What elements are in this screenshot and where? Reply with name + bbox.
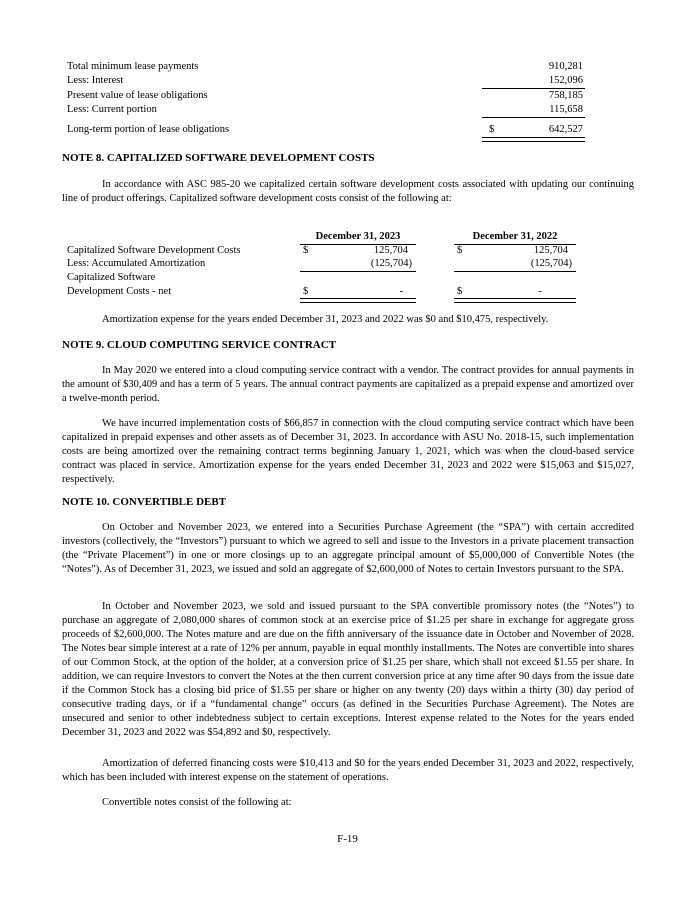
currency-symbol: $ — [457, 245, 463, 256]
lease-row-label: Less: Current portion — [67, 104, 157, 115]
table-cell: 125,704 — [533, 245, 568, 256]
column-header: December 31, 2023 — [315, 231, 401, 242]
currency-symbol: $ — [457, 286, 463, 297]
note10-paragraph-3 — [62, 757, 634, 785]
note10-paragraph-4 — [62, 796, 634, 810]
currency-symbol: $ — [303, 286, 309, 297]
paragraph-text: Amortization of deferred financing costs were $10,413 and $0 for the years ended December 31, 2023 and 2022, respectively, which has been included with interest expense on the statement of operations. — [62, 758, 634, 783]
lease-row-value: 152,096 — [548, 75, 583, 86]
note8-heading: NOTE 8. CAPITALIZED SOFTWARE DEVELOPMENT COSTS — [62, 152, 375, 164]
double-rule — [454, 298, 576, 303]
note10-heading: NOTE 10. CONVERTIBLE DEBT — [62, 496, 227, 508]
lease-total-value: 642,527 — [548, 124, 583, 135]
page-number: F-19 — [337, 833, 358, 845]
table-cell: - — [538, 286, 542, 297]
table-row-label: Development Costs - net — [67, 286, 172, 297]
lease-row-label: Present value of lease obligations — [67, 90, 208, 101]
rule — [482, 117, 585, 118]
table-cell: (125,704) — [370, 258, 412, 269]
rule — [300, 271, 416, 272]
currency-symbol: $ — [489, 124, 495, 135]
table-cell: 125,704 — [373, 245, 408, 256]
note9-paragraph-2 — [62, 417, 634, 487]
column-header: December 31, 2022 — [472, 231, 558, 242]
note9-heading: NOTE 9. CLOUD COMPUTING SERVICE CONTRACT — [62, 339, 337, 351]
paragraph-text: We have incurred implementation costs of $66,857 in connection with the cloud computing service contract which have been capitalized in prepaid expenses and other assets as of December 31, 2023. In accordance with ASU No. 2018-15, such implementation costs are being amortized over the remaining contract terms beginning January 1, 2021, which was when the cloud-based service contract was placed in service. Amortization expense for the years ended December 31, 2023 and 2022 were $15,063 and $15,027, respectively. — [62, 418, 634, 485]
paragraph-text: In May 2020 we entered into a cloud computing service contract with a vendor. The contract provides for annual payments in the amount of $30,409 and has a term of 5 years. The annual contract payments are capitalized as a prepaid expense and amortized over a twelve-month period. — [62, 365, 634, 404]
rule — [454, 271, 576, 272]
note10-paragraph-1 — [62, 521, 634, 577]
lease-row-value: 910,281 — [548, 61, 583, 72]
note9-paragraph-1 — [62, 364, 634, 406]
lease-total-label: Long-term portion of lease obligations — [67, 124, 230, 135]
table-cell: - — [399, 286, 403, 297]
lease-row-label: Total minimum lease payments — [67, 61, 199, 72]
paragraph-text: Convertible notes consist of the following at: — [102, 797, 292, 808]
table-cell: (125,704) — [530, 258, 572, 269]
table-row-label: Capitalized Software — [67, 272, 156, 283]
paragraph-text: In accordance with ASC 985-20 we capitalized certain software development costs associated with updating our continuing line of product offerings. Capitalized software development costs consist of the following at: — [62, 179, 634, 204]
double-rule — [482, 137, 585, 142]
table-row-label: Capitalized Software Development Costs — [67, 245, 241, 256]
rule — [482, 88, 585, 89]
table-row-label: Less: Accumulated Amortization — [67, 258, 206, 269]
note10-paragraph-2 — [62, 600, 634, 740]
currency-symbol: $ — [303, 245, 309, 256]
lease-row-value: 758,185 — [548, 90, 583, 101]
lease-row-label: Less: Interest — [67, 75, 124, 86]
amortization-text: Amortization expense for the years ended December 31, 2023 and 2022 was $0 and $10,475, respectively. — [102, 314, 549, 325]
note8-paragraph — [62, 178, 634, 206]
double-rule — [300, 298, 416, 303]
paragraph-text: On October and November 2023, we entered into a Securities Purchase Agreement (the “SPA”) with certain accredited investors (collectively, the “Investors”) pursuant to which we agreed to sell and issue to the Investors in a private placement transaction (the “Private Placement”) in one or more closings up to an aggregate principal amount of $5,000,000 of Convertible Notes (the “Notes”). As of December 31, 2023, we issued and sold an aggregate of $2,600,000 of Notes to certain Investors pursuant to the SPA. — [62, 522, 634, 575]
paragraph-text: In October and November 2023, we sold and issued pursuant to the SPA convertible promissory notes (the “Notes”) to purchase an aggregate of 2,080,000 shares of common stock at an exercise price of $1.25 per share in exchange for aggregate gross proceeds of $2,600,000. The Notes mature and are due on the fifth anniversary of the issuance date in October and November of 2028. The Notes bear simple interest at a rate of 12% per annum, payable in equal monthly installments. The Notes are convertible into shares of our Common Stock, at the option of the holder, at a conversion price of $1.25 per share, which shall not exceed $1.55 per share. In addition, we can require Investors to convert the Notes at the then current conversion price at any time after 90 days from the issue date if the Common Stock has a closing bid price of $1.55 per share or higher on any twenty (20) days within a thirty (30) day period of consecutive trading days, or if a “fundamental change” occurs (as defined in the Securities Purchase Agreement). The Notes are unsecured and senior to other indebtedness subject to certain exceptions. Interest expense related to the Notes for the years ended December 31, 2023 and 2022 was $54,892 and $0, respectively. — [62, 601, 634, 738]
lease-row-value: 115,658 — [549, 104, 583, 115]
